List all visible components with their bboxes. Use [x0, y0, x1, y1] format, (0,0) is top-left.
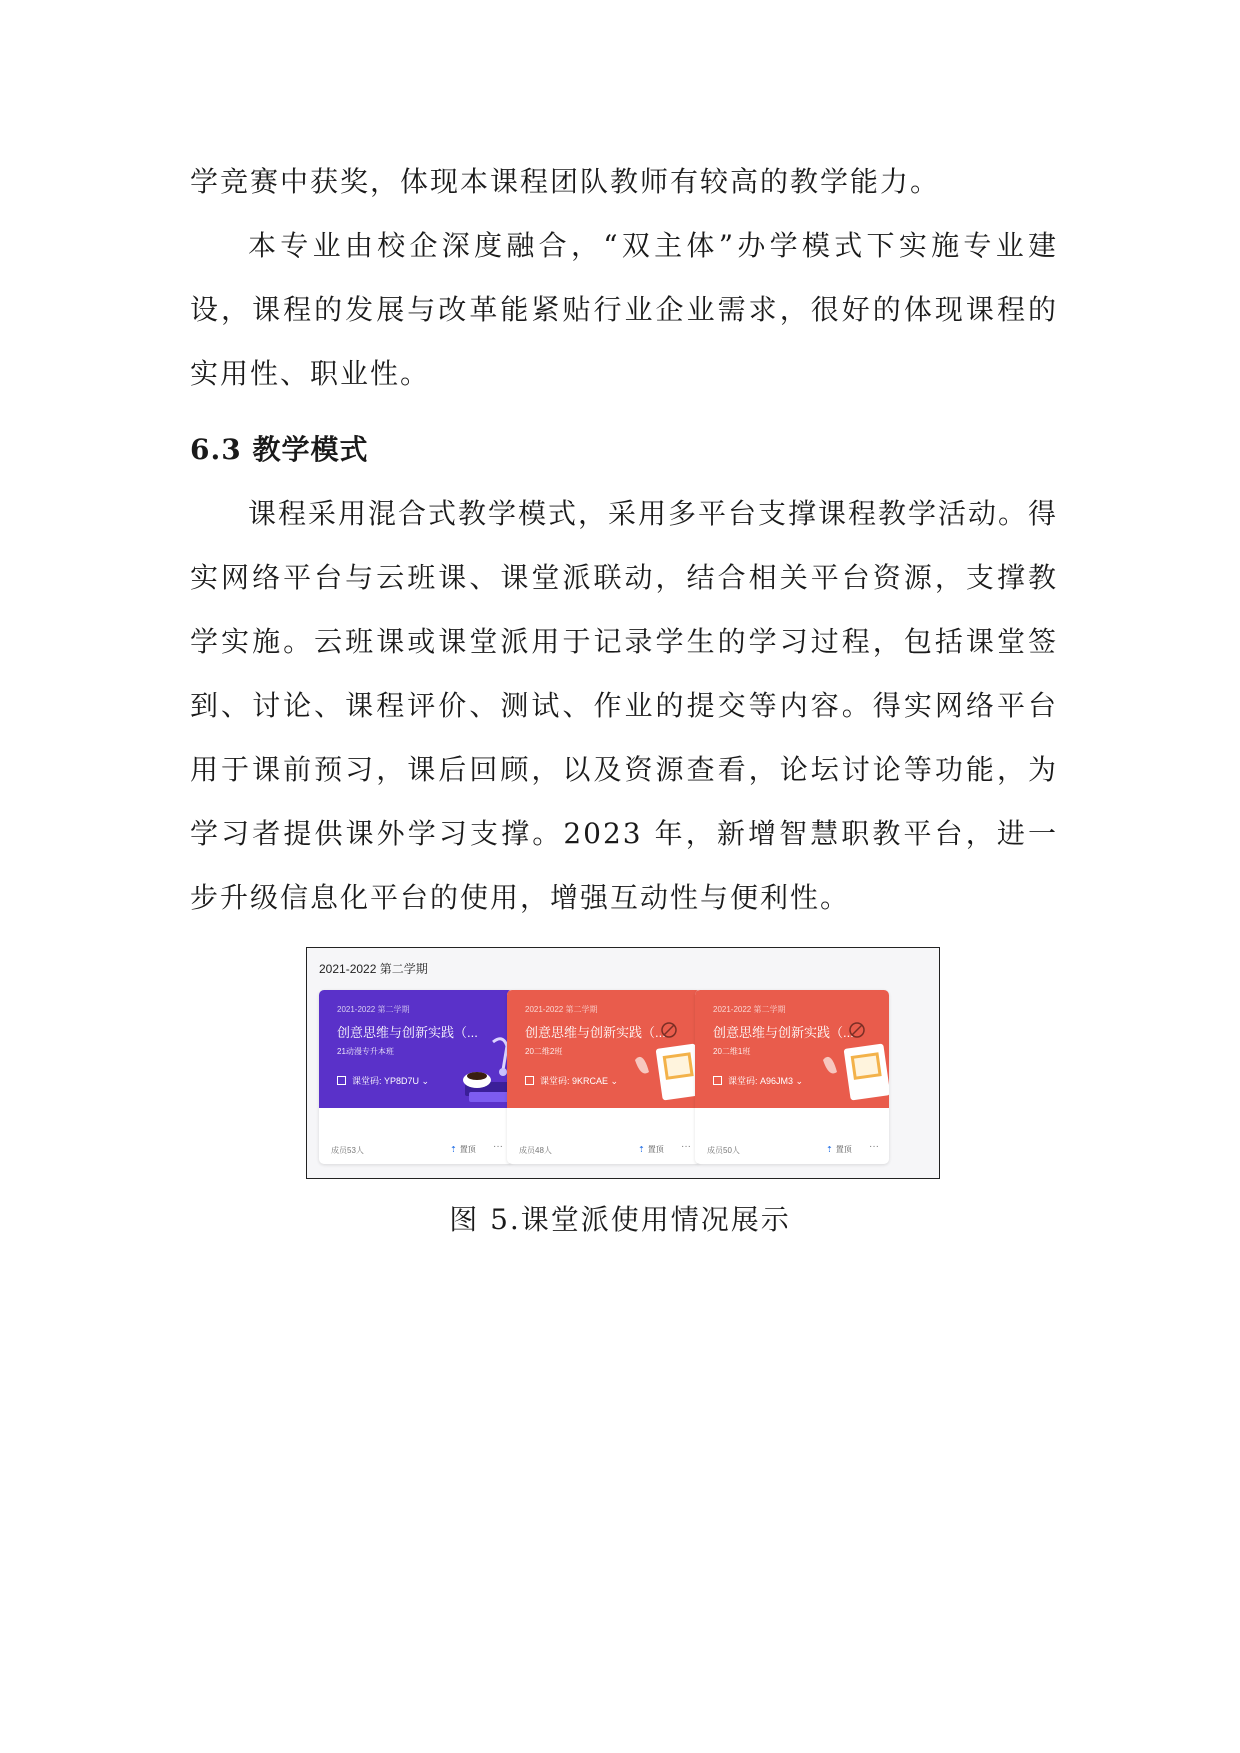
course-card[interactable] [695, 990, 889, 1164]
course-title[interactable]: 创意思维与创新实践（... [525, 1025, 666, 1040]
course-term: 2021-2022 第二学期 [713, 1005, 786, 1014]
course-card-banner [319, 990, 513, 1108]
pin-label: 置顶 [459, 1145, 476, 1154]
pin-button[interactable] [450, 1144, 476, 1155]
figure-caption: 图 5.课堂派使用情况展示 [449, 1203, 791, 1236]
notebook-feather-illustration-icon [627, 1020, 701, 1108]
course-class-name: 20二维2班 [525, 1047, 563, 1056]
pin-label: 置顶 [647, 1145, 664, 1154]
course-title[interactable]: 创意思维与创新实践（... [337, 1025, 478, 1040]
course-code-text: 课堂码: 9KRCAE ⌄ [540, 1076, 619, 1086]
figure-term-label: 2021-2022 第二学期 [319, 962, 428, 976]
course-title[interactable]: 创意思维与创新实践（... [713, 1025, 854, 1040]
course-class-name: 21动漫专升本班 [337, 1047, 394, 1056]
course-code-text: 课堂码: YP8D7U ⌄ [352, 1076, 430, 1086]
member-count: 成员48人 [519, 1146, 552, 1155]
pin-icon: ⇡ [826, 1145, 833, 1154]
course-class-name: 20二维1班 [713, 1047, 751, 1056]
course-card-banner [695, 990, 889, 1108]
course-card-banner [507, 990, 701, 1108]
qr-code-icon [337, 1076, 346, 1085]
paragraph-teaching-mode: 课程采用混合式教学模式，采用多平台支撑课程教学活动。得实网络平台与云班课、课堂派联动，结合相关平台资源，支撑教学实施。云班课或课堂派用于记录学生的学习过程，包括课堂签到、讨论、课程评价、测试、作业的提交等内容。得实网络平台用于课前预习，课后回顾，以及资源查看，论坛讨论等功能，为学习者提供课外学习支撑。2023 年，新增智慧职教平台，进一步升级信息化平台的使用，增强互动性与便利性。 [190, 497, 1059, 914]
more-options-icon[interactable]: ··· [681, 1141, 691, 1152]
notebook-feather-illustration-icon [815, 1020, 889, 1108]
course-code-dropdown[interactable] [525, 1074, 618, 1087]
pin-button[interactable] [638, 1144, 664, 1155]
more-options-icon[interactable]: ··· [493, 1141, 503, 1152]
course-code-dropdown[interactable] [713, 1074, 803, 1087]
pin-icon: ⇡ [638, 1145, 645, 1154]
course-code-dropdown[interactable] [337, 1074, 429, 1087]
course-term: 2021-2022 第二学期 [525, 1005, 598, 1014]
pin-button[interactable] [826, 1144, 852, 1155]
course-card[interactable] [319, 990, 513, 1164]
qr-code-icon [525, 1076, 534, 1085]
paragraph-school-enterprise: 本专业由校企深度融合，“双主体”办学模式下实施专业建设，课程的发展与改革能紧贴行业企业需求，很好的体现课程的实用性、职业性。 [190, 229, 1058, 390]
more-options-icon[interactable]: ··· [869, 1141, 879, 1152]
coffee-books-illustration-icon [459, 1030, 513, 1108]
course-code-text: 课堂码: A96JM3 ⌄ [728, 1076, 804, 1086]
pin-icon: ⇡ [450, 1145, 457, 1154]
course-card[interactable] [507, 990, 701, 1164]
member-count: 成员53人 [331, 1146, 364, 1155]
ketangpai-screenshot-figure [306, 947, 940, 1179]
pin-label: 置顶 [835, 1145, 852, 1154]
course-term: 2021-2022 第二学期 [337, 1005, 410, 1014]
paragraph-continuation: 学竞赛中获奖，体现本课程团队教师有较高的教学能力。 [190, 165, 941, 198]
section-heading: 6.3 教学模式 [190, 433, 369, 466]
member-count: 成员50人 [707, 1146, 740, 1155]
qr-code-icon [713, 1076, 722, 1085]
